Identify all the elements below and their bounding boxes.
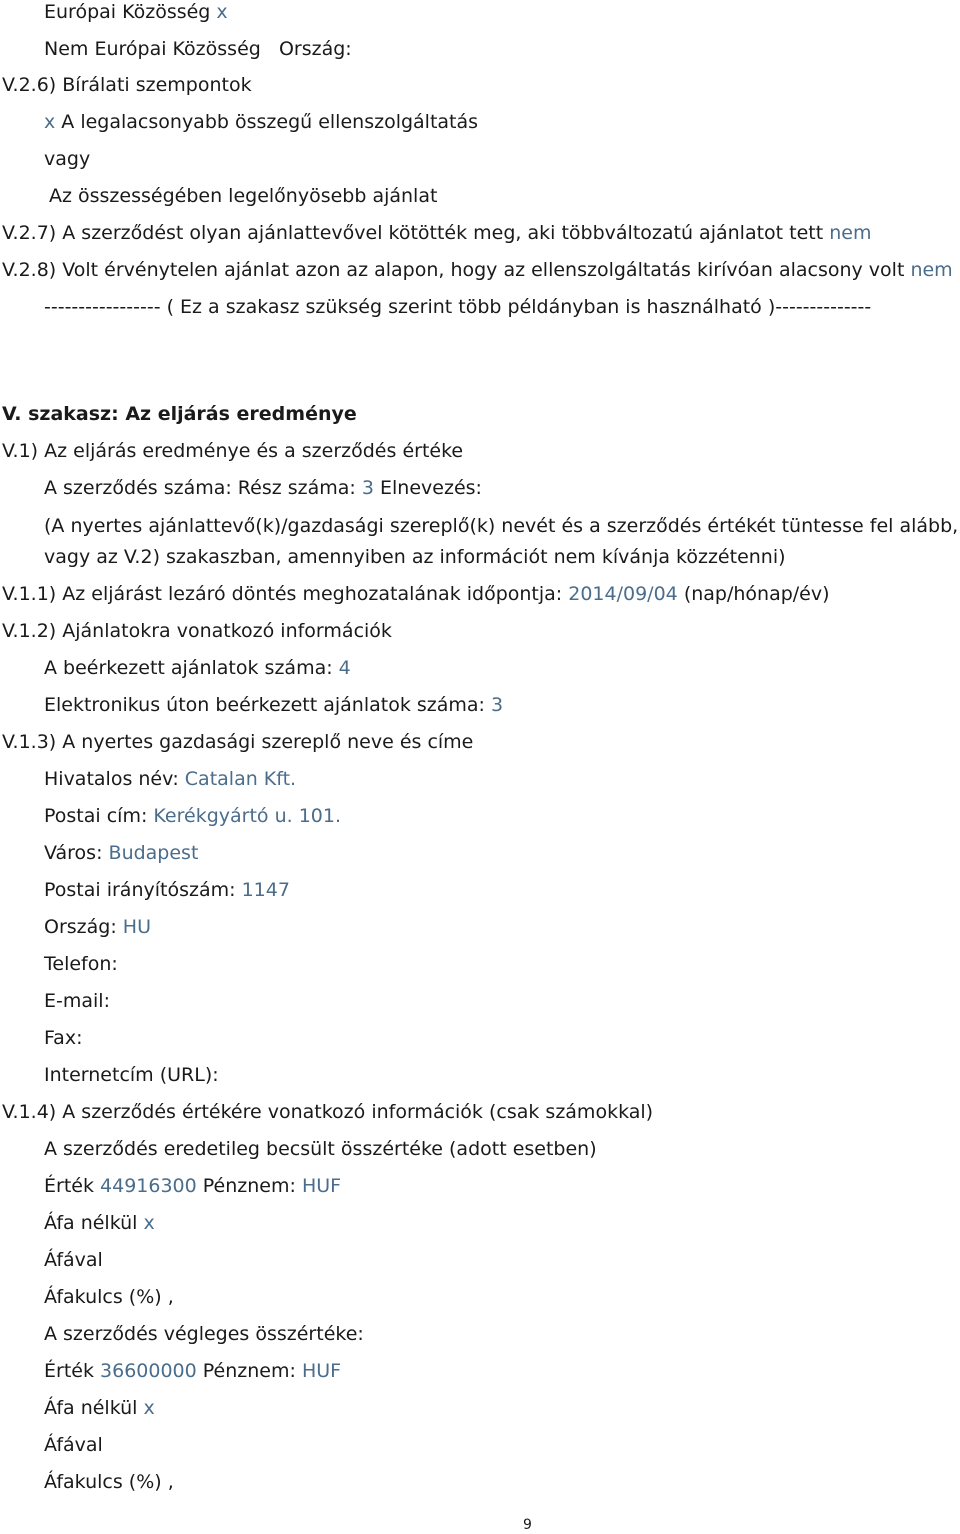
v1-heading: V.1) Az eljárás eredménye és a szerződés értéke	[2, 440, 464, 462]
v11-date: 2014/09/04	[568, 583, 678, 605]
country-value: HU	[122, 916, 151, 938]
city-value: Budapest	[108, 842, 199, 864]
final-currency: HUF	[301, 1360, 342, 1382]
final-value-row	[44, 1359, 341, 1383]
v28-row	[2, 258, 953, 282]
official-name-label: Hivatalos név:	[44, 768, 179, 790]
section-v-title: V. szakasz: Az eljárás eredménye	[2, 403, 357, 425]
estimated-vat-rate-label: Áfakulcs (%) ,	[44, 1286, 174, 1308]
final-vat-excl-mark: x	[143, 1397, 155, 1419]
section-separator: ----------------- ( Ez a szakasz szükség szerint több példányban is használható )--------------	[44, 296, 872, 318]
estimated-vat-incl-label: Áfával	[44, 1249, 103, 1271]
electronic-offers-value: 3	[491, 694, 504, 716]
note-line-1: (A nyertes ajánlattevő(k)/gazdasági szereplő(k) nevét és a szerződés értékét tüntesse fel alább,	[44, 515, 959, 537]
final-vat-excl-row	[44, 1396, 155, 1420]
estimated-currency: HUF	[301, 1175, 342, 1197]
postal-address-label: Postai cím:	[44, 805, 148, 827]
name-label: Elnevezés:	[380, 477, 482, 499]
final-value-label: Érték	[44, 1360, 94, 1382]
europai-kozosseg-label: Európai Közösség	[44, 1, 211, 23]
v11-format: (nap/hónap/év)	[683, 583, 830, 605]
page-number: 9	[523, 1517, 532, 1533]
contract-number-label: A szerződés száma: Rész száma:	[44, 477, 356, 499]
estimated-value-row	[44, 1174, 341, 1198]
v28-answer: nem	[910, 259, 953, 281]
received-offers-label: A beérkezett ajánlatok száma:	[44, 657, 333, 679]
v13-heading: V.1.3) A nyertes gazdasági szereplő neve és címe	[2, 731, 474, 753]
v26-option1-mark: x	[44, 111, 56, 133]
v27-row	[2, 221, 871, 245]
v11-row	[2, 582, 830, 606]
postcode-label: Postai irányítószám:	[44, 879, 236, 901]
note-line-2: vagy az V.2) szakaszban, amennyiben az információt nem kívánja közzétenni)	[44, 546, 786, 568]
electronic-offers-row	[44, 693, 503, 717]
estimated-value-label: Érték	[44, 1175, 94, 1197]
europai-kozosseg-mark: x	[216, 1, 228, 23]
v26-option1-row	[44, 110, 478, 134]
v26-option2-label: Az összességében legelőnyösebb ajánlat	[49, 185, 438, 207]
estimated-currency-label: Pénznem:	[202, 1175, 296, 1197]
orszag-label: Ország:	[278, 38, 352, 60]
v14-heading: V.1.4) A szerződés értékére vonatkozó információk (csak számokkal)	[2, 1101, 654, 1123]
v27-answer: nem	[829, 222, 872, 244]
final-heading: A szerződés végleges összértéke:	[44, 1323, 364, 1345]
postcode-row	[44, 878, 290, 902]
v26-option1-label: A legalacsonyabb összegű ellenszolgáltatás	[61, 111, 479, 133]
country-row	[44, 915, 151, 939]
estimated-vat-excl-label: Áfa nélkül	[44, 1212, 138, 1234]
v26-heading: V.2.6) Bírálati szempontok	[2, 74, 252, 96]
city-row	[44, 841, 198, 865]
city-label: Város:	[44, 842, 103, 864]
phone-label: Telefon:	[44, 953, 118, 975]
postal-address-row	[44, 804, 341, 828]
europai-kozosseg-row	[44, 0, 228, 24]
official-name-value: Catalan Kft.	[184, 768, 297, 790]
estimated-vat-excl-mark: x	[143, 1212, 155, 1234]
url-label: Internetcím (URL):	[44, 1064, 219, 1086]
final-vat-rate-label: Áfakulcs (%) ,	[44, 1471, 174, 1493]
country-label: Ország:	[44, 916, 117, 938]
fax-label: Fax:	[44, 1027, 83, 1049]
postal-address-value: Kerékgyártó u. 101.	[153, 805, 341, 827]
nem-europai-row	[44, 37, 352, 61]
final-value: 36600000	[100, 1360, 197, 1382]
electronic-offers-label: Elektronikus úton beérkezett ajánlatok száma:	[44, 694, 485, 716]
v12-heading: V.1.2) Ajánlatokra vonatkozó információk	[2, 620, 392, 642]
v26-or-label: vagy	[44, 148, 91, 170]
estimated-value: 44916300	[100, 1175, 197, 1197]
final-vat-excl-label: Áfa nélkül	[44, 1397, 138, 1419]
contract-number-row	[44, 476, 482, 500]
v11-label: V.1.1) Az eljárást lezáró döntés meghozatalának időpontja:	[2, 583, 563, 605]
final-vat-incl-label: Áfával	[44, 1434, 103, 1456]
email-label: E-mail:	[44, 990, 110, 1012]
received-offers-row	[44, 656, 351, 680]
official-name-row	[44, 767, 296, 791]
postcode-value: 1147	[241, 879, 290, 901]
nem-europai-label: Nem Európai Közösség	[44, 38, 261, 60]
part-number-value: 3	[361, 477, 374, 499]
received-offers-value: 4	[338, 657, 351, 679]
v28-question: V.2.8) Volt érvénytelen ajánlat azon az alapon, hogy az ellenszolgáltatás kirívóan alacsony volt	[2, 259, 905, 281]
estimated-vat-excl-row	[44, 1211, 155, 1235]
estimated-heading: A szerződés eredetileg becsült összértéke (adott esetben)	[44, 1138, 597, 1160]
v27-question: V.2.7) A szerződést olyan ajánlattevővel kötötték meg, aki többváltozatú ajánlatot tett	[2, 222, 824, 244]
final-currency-label: Pénznem:	[202, 1360, 296, 1382]
